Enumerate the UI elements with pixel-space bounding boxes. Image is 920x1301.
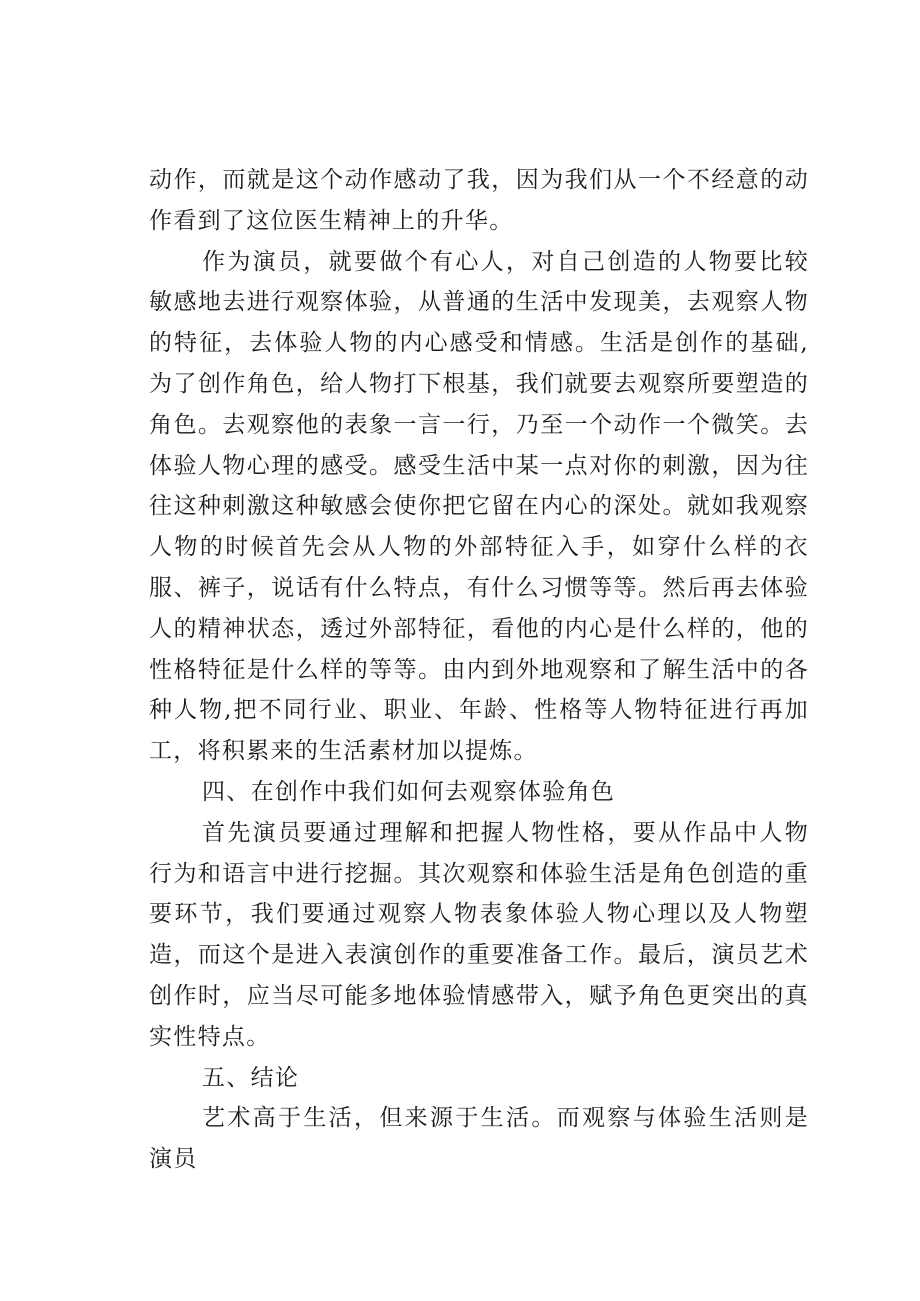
- paragraph-conclusion: 艺术高于生活，但来源于生活。而观察与体验生活则是演员: [149, 1105, 809, 1173]
- section-heading-four: 四、在创作中我们如何去观察体验角色: [202, 778, 616, 805]
- paragraph-observation: 作为演员，就要做个有心人，对自己创造的人物要比较敏感地去进行观察体验，从普通的生活中发现美，去观察人物的特征，去体验人物的内心感受和情感。生活是创作的基础,为了创作角色，给人物打下根基，我们就要去观察所要塑造的角色。去观察他的表象一言一行，乃至一个动作一个微笑。去体验人物心理的感受。感受生活中某一点对你的刺激，因为往往这种刺激这种敏感会使你把它留在内心的深处。就如我观察人物的时候首先会从人物的外部特征入手，如穿什么样的衣服、裤子，说话有什么特点，有什么习惯等等。然后再去体验人的精神状态，透过外部特征，看他的内心是什么样的，他的性格特征是什么样的等等。由内到外地观察和了解生活中的各种人物,把不同行业、职业、年龄、性格等人物特征进行再加工，将积累来的生活素材加以提炼。: [149, 248, 809, 765]
- section-heading-five: 五、结论: [202, 1064, 300, 1091]
- paragraph-continuation: 动作，而就是这个动作感动了我，因为我们从一个不经意的动作看到了这位医生精神上的升华。: [149, 167, 809, 234]
- document-body: [149, 160, 809, 1180]
- paragraph-creation: 首先演员要通过理解和把握人物性格，要从作品中人物行为和语言中进行挖掘。其次观察和体验生活是角色创造的重要环节，我们要通过观察人物表象体验人物心理以及人物塑造，而这个是进入表演创作的重要准备工作。最后，演员艺术创作时，应当尽可能多地体验情感带入，赋予角色更突出的真实性特点。: [149, 819, 809, 1050]
